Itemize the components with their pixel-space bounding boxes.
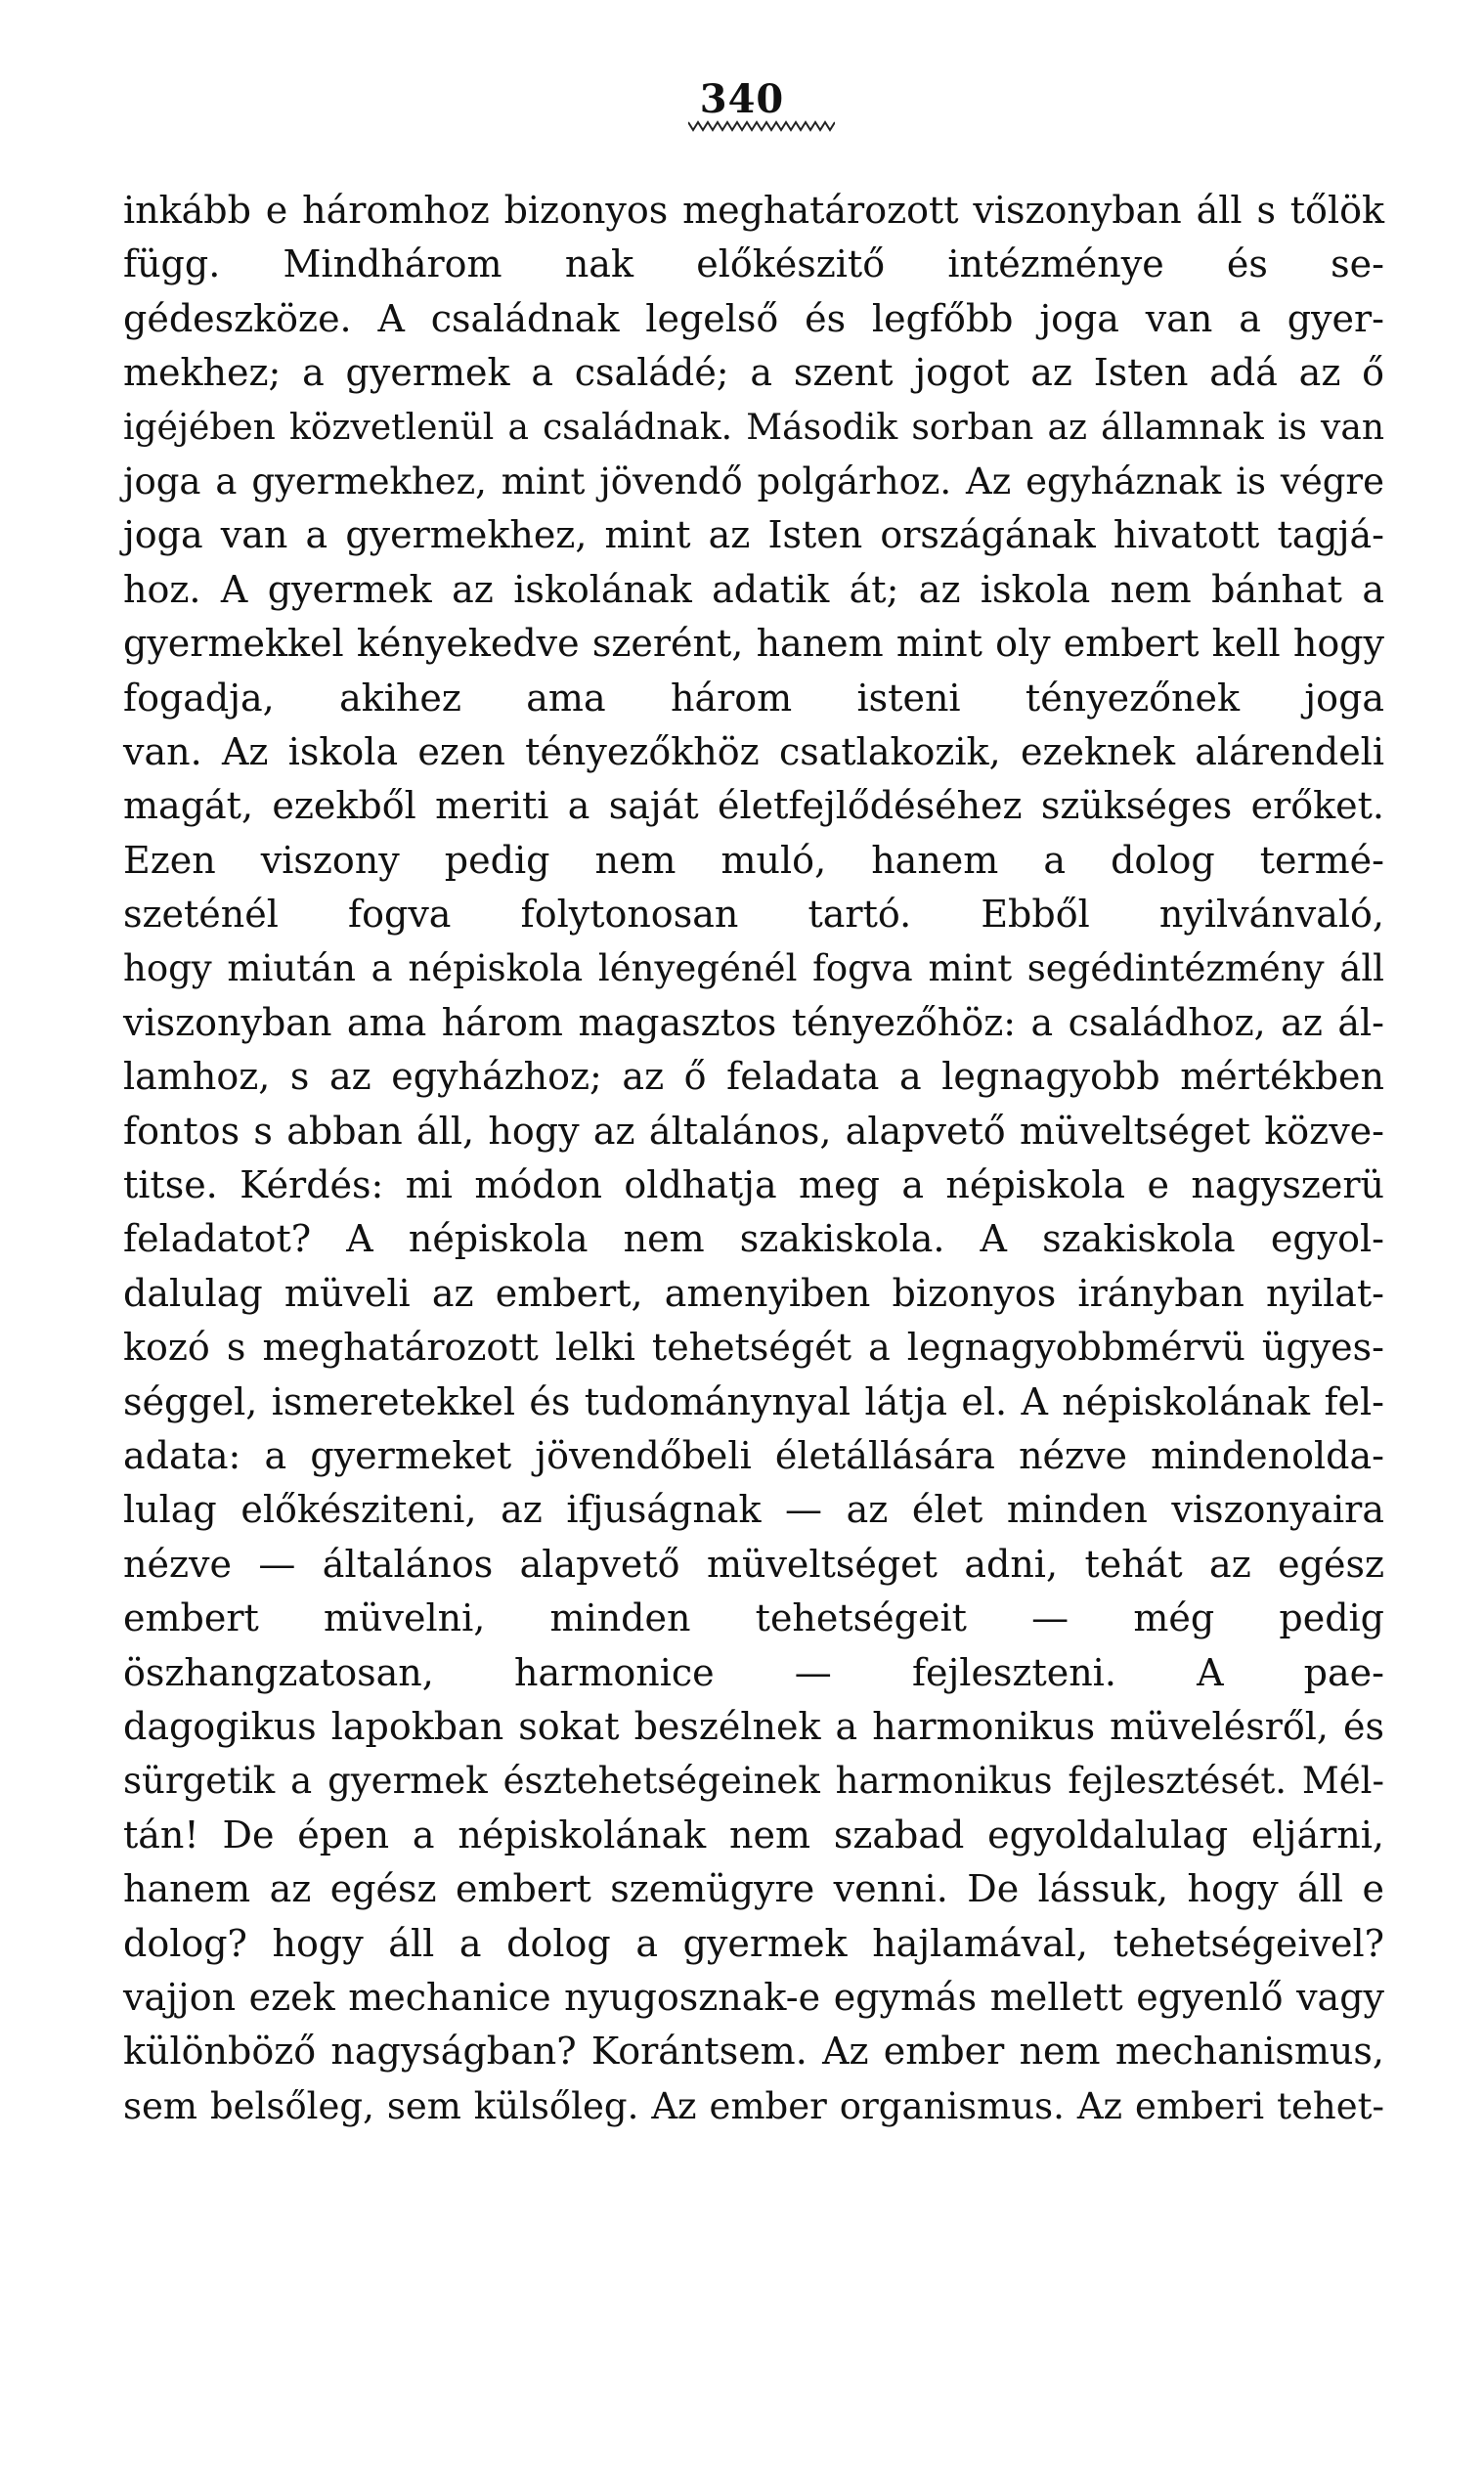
text-line: lamhoz, s az egyházhoz; az ő feladata a legnagyobb mértékben xyxy=(123,1055,1384,1099)
text-line: vajjon ezek mechanice nyugosznak-e egymás mellett egyenlő vagy xyxy=(123,1975,1384,2019)
text-line: szeténél fogva folytonosan tartó. Ebből nyilvánvaló, xyxy=(123,893,1384,937)
text-line: dalulag müveli az embert, amenyiben bizonyos irányban nyilat- xyxy=(123,1271,1384,1315)
text-line: dagogikus lapokban sokat beszélnek a harmonikus müvelésről, és xyxy=(123,1704,1384,1748)
text-line: hanem az egész embert szemügyre venni. De lássuk, hogy áll e xyxy=(123,1867,1384,1911)
text-line: kozó s meghatározott lelki tehetségét a legnagyobbmérvü ügyes- xyxy=(123,1326,1384,1370)
text-line: titse. Kérdés: mi módon oldhatja meg a népiskola e nagyszerü xyxy=(123,1163,1384,1207)
text-line: sürgetik a gyermek észtehetségeinek harmonikus fejlesztését. Mél- xyxy=(123,1760,1384,1803)
text-line: magát, ezekből meriti a saját életfejlődéséhez szükséges erőket. xyxy=(123,784,1384,828)
text-line: van. Az iskola ezen tényezőkhöz csatlakozik, ezeknek alárendeli xyxy=(123,729,1384,773)
text-line: fogadja, akihez ama három isteni tényezőnek joga xyxy=(123,676,1384,720)
text-line: igéjében közvetlenül a családnak. Második sorban az államnak is van xyxy=(123,407,1384,448)
text-line: Ezen viszony pedig nem muló, hanem a dolog termé- xyxy=(123,838,1384,882)
text-line: különböző nagyságban? Korántsem. Az ember nem mechanismus, xyxy=(123,2030,1384,2074)
page-number: 340 xyxy=(699,76,785,122)
text-line: gédeszköze. A családnak legelső és legfőbb joga van a gyer- xyxy=(123,296,1384,340)
text-line: inkább e háromhoz bizonyos meghatározott viszonyban áll s tőlök xyxy=(123,189,1384,232)
text-line: fontos s abban áll, hogy az általános, alapvető müveltséget közve- xyxy=(123,1109,1384,1153)
text-line: gyermekkel kényekedve szerént, hanem mint oly embert kell hogy xyxy=(123,622,1384,666)
text-line: adata: a gyermeket jövendőbeli életállására nézve mindenolda- xyxy=(123,1433,1384,1477)
text-line: függ. Mindhárom nak előkészitő intézménye és se- xyxy=(123,242,1384,286)
text-line: feladatot? A népiskola nem szakiskola. A szakiskola egyol- xyxy=(123,1217,1384,1261)
body-text xyxy=(123,184,1384,2133)
text-line: dolog? hogy áll a dolog a gyermek hajlamával, tehetségeivel? xyxy=(123,1921,1384,1965)
text-line: viszonyban ama három magasztos tényezőhöz: a családhoz, az ál- xyxy=(123,1000,1384,1044)
text-line: hoz. A gyermek az iskolának adatik át; az iskola nem bánhat a xyxy=(123,567,1384,611)
text-line: tán! De épen a népiskolának nem szabad egyoldalulag eljárni, xyxy=(123,1813,1384,1857)
text-line: hogy miután a népiskola lényegénél fogva mint segédintézmény áll xyxy=(123,947,1384,990)
text-line: nézve — általános alapvető müveltséget adni, tehát az egész xyxy=(123,1542,1384,1586)
page-number-ornament xyxy=(688,119,835,133)
text-line: séggel, ismeretekkel és tudománynyal látja el. A népiskolának fel- xyxy=(123,1379,1384,1423)
text-line: mekhez; a gyermek a családé; a szent jogot az Isten adá az ő xyxy=(123,351,1384,395)
text-line: lulag előkésziteni, az ifjuságnak — az élet minden viszonyaira xyxy=(123,1488,1384,1532)
text-line: embert müvelni, minden tehetségeit — még pedig xyxy=(123,1596,1384,1640)
text-line: öszhangzatosan, harmonice — fejleszteni. A pae- xyxy=(123,1650,1384,1694)
text-line: joga van a gyermekhez, mint az Isten országának hivatott tagjá- xyxy=(123,513,1384,557)
text-line: sem belsőleg, sem külsőleg. Az ember organismus. Az emberi tehet- xyxy=(123,2084,1384,2127)
text-line: joga a gyermekhez, mint jövendő polgárhoz. Az egyháznak is végre xyxy=(123,459,1384,502)
